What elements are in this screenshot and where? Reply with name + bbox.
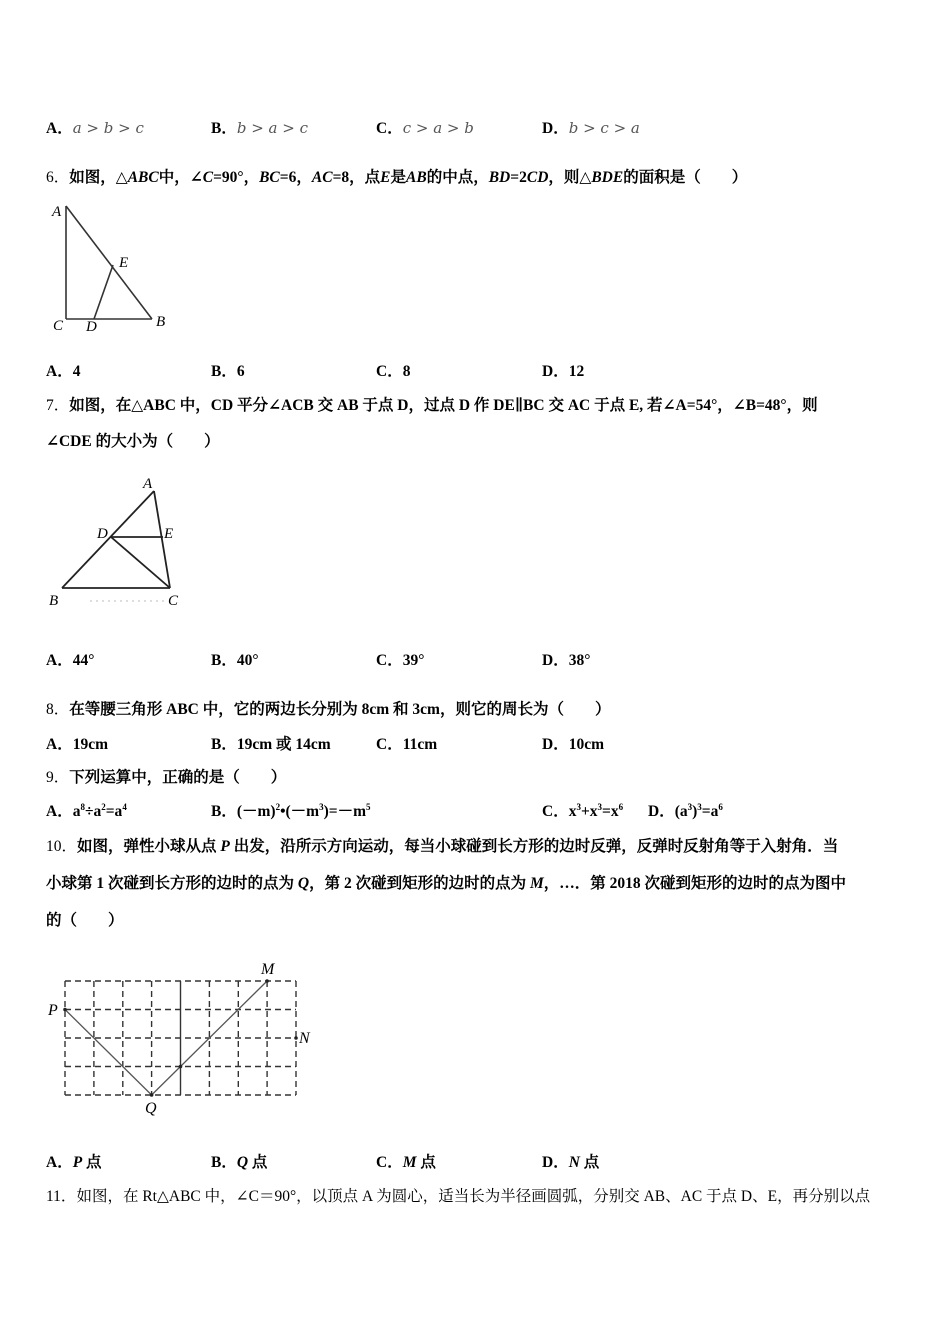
- expr: )=－m: [323, 803, 366, 820]
- expr: a: [72, 803, 81, 820]
- exponent: 3: [597, 802, 603, 812]
- q10-stem-line2: [46, 871, 846, 893]
- label-b: B: [156, 314, 166, 330]
- text: M: [529, 875, 544, 892]
- option-label: C．: [376, 120, 403, 137]
- text: △BDE: [579, 169, 624, 186]
- label-e: E: [119, 255, 129, 271]
- text: 如图，: [69, 169, 116, 186]
- option-value: 44°: [72, 652, 95, 669]
- q9-option-b: [211, 799, 371, 821]
- option-point: Q: [236, 1154, 249, 1171]
- option-label: A．: [46, 736, 73, 753]
- text: =8，点: [332, 169, 381, 186]
- q5-option-a: [46, 116, 144, 138]
- expr: (a: [674, 803, 688, 820]
- option-value: a > b > c: [72, 119, 144, 137]
- q7-stem-line1: [46, 393, 818, 415]
- label-q: Q: [145, 1100, 157, 1117]
- option-label: A．: [46, 803, 73, 820]
- option-label: C．: [376, 363, 403, 380]
- text: ，则: [548, 169, 580, 186]
- text: 如图，弹性小球从点: [77, 838, 221, 855]
- text: △ABC: [115, 169, 159, 186]
- text: 中，: [158, 169, 190, 186]
- q9-stem: [46, 765, 286, 787]
- text: CD: [526, 169, 549, 186]
- q6-triangle-figure: [40, 195, 190, 340]
- text: 出发，沿所示方向运动，每当小球碰到长方形的边时反弹，反弹时反射角等于入射角．当: [229, 838, 839, 855]
- q6-option-a: [46, 359, 80, 381]
- option-value: 8: [402, 363, 411, 380]
- exponent: 8: [80, 802, 85, 812]
- expr: =a: [701, 803, 719, 820]
- q10-option-b: [211, 1150, 267, 1172]
- option-value: b > c > a: [568, 119, 640, 137]
- text: =6，: [279, 169, 312, 186]
- label-d: D: [97, 526, 108, 542]
- question-number: 9．: [46, 769, 70, 786]
- option-value: c > a > b: [402, 119, 474, 137]
- q7-option-d: [542, 648, 590, 670]
- q7-option-b: [211, 648, 259, 670]
- q11-stem: [46, 1184, 870, 1206]
- option-value: 19cm 或 14cm: [236, 736, 331, 753]
- q5-option-d: [542, 116, 640, 138]
- expr: •(－m: [280, 803, 320, 820]
- q9-option-d: [648, 799, 723, 821]
- option-suffix: 点: [248, 1154, 268, 1171]
- expr: x: [568, 803, 577, 820]
- exponent: 6: [718, 802, 723, 812]
- q10-stem-line1: [46, 834, 838, 856]
- label-e: E: [164, 526, 174, 542]
- text: =2: [510, 169, 527, 186]
- label-c: C: [53, 318, 64, 334]
- q6-option-c: [376, 359, 410, 381]
- q10-stem-line3: [46, 908, 124, 930]
- text: 如图，在△ABC 中，CD 平分∠ACB 交 AB 于点 D，过点 D 作 DE∥BC 交 AC 于点 E, 若∠A=54°，∠B=48°，则: [69, 397, 818, 414]
- exponent: 5: [366, 802, 371, 812]
- option-value: 38°: [568, 652, 591, 669]
- question-number: 7．: [46, 397, 70, 414]
- text: BD: [488, 169, 511, 186]
- text: AB: [406, 169, 427, 186]
- option-label: B．: [211, 736, 237, 753]
- question-number: 10．: [46, 838, 78, 855]
- option-label: A．: [46, 1154, 73, 1171]
- exponent: 2: [275, 802, 281, 812]
- option-label: B．: [211, 652, 237, 669]
- q6-option-d: [542, 359, 584, 381]
- option-label: C．: [376, 736, 403, 753]
- label-d: D: [86, 319, 97, 335]
- text: 的面积是（ ）: [623, 169, 748, 186]
- option-value: 6: [236, 363, 245, 380]
- q9-option-a: [46, 799, 127, 821]
- option-suffix: 点: [416, 1154, 436, 1171]
- label-a: A: [52, 204, 62, 220]
- q9-option-c: [542, 799, 623, 821]
- exponent: 3: [319, 802, 324, 812]
- text: ，第 2 次碰到矩形的边时的点为: [309, 875, 530, 892]
- q8-option-a: [46, 732, 108, 754]
- option-value: 39°: [402, 652, 425, 669]
- option-label: B．: [211, 803, 237, 820]
- option-value: 10cm: [568, 736, 604, 753]
- option-label: D．: [648, 803, 675, 820]
- option-label: A．: [46, 363, 73, 380]
- q7-triangle-figure: [40, 470, 210, 615]
- option-value: 11cm: [402, 736, 438, 753]
- q8-stem: [46, 697, 610, 719]
- text: P: [220, 838, 230, 855]
- label-n: N: [299, 1030, 310, 1047]
- option-label: D．: [542, 120, 569, 137]
- q10-grid-figure: [40, 955, 330, 1125]
- option-label: A．: [46, 652, 73, 669]
- option-label: B．: [211, 363, 237, 380]
- text: 是: [390, 169, 407, 186]
- label-a: A: [143, 476, 153, 492]
- text: =90°，: [213, 169, 260, 186]
- text: ，…．第 2018 次碰到矩形的边时的点为图中: [543, 875, 847, 892]
- q10-option-a: [46, 1150, 102, 1172]
- option-label: C．: [542, 803, 569, 820]
- label-b: B: [49, 593, 59, 609]
- q8-option-b: [211, 732, 331, 754]
- expr: ): [692, 803, 698, 820]
- q7-stem-line2: [46, 429, 220, 451]
- label-p: P: [48, 1002, 58, 1019]
- text: AC: [311, 169, 333, 186]
- exponent: 3: [697, 802, 702, 812]
- text: 在等腰三角形 ABC 中，它的两边长分别为 8cm 和 3cm，则它的周长为（ ）: [69, 701, 611, 718]
- option-label: D．: [542, 652, 569, 669]
- label-m: M: [261, 961, 275, 978]
- option-value: 12: [568, 363, 585, 380]
- q8-option-c: [376, 732, 437, 754]
- q7-option-c: [376, 648, 424, 670]
- option-label: D．: [542, 736, 569, 753]
- text: ∠CDE 的大小为（ ）: [46, 433, 220, 450]
- text: 下列运算中，正确的是（ ）: [69, 769, 287, 786]
- option-label: A．: [46, 120, 73, 137]
- option-suffix: 点: [82, 1154, 102, 1171]
- text: BC: [259, 169, 280, 186]
- question-number: 11．: [46, 1188, 77, 1205]
- question-number: 6．: [46, 169, 70, 186]
- q10-option-d: [542, 1150, 599, 1172]
- text: Q: [297, 875, 310, 892]
- expr: (－m): [236, 803, 276, 820]
- option-value: 4: [72, 363, 81, 380]
- expr: =x: [602, 803, 619, 820]
- option-value: b > a > c: [236, 119, 308, 137]
- exponent: 3: [687, 802, 693, 812]
- q6-option-b: [211, 359, 245, 381]
- q7-option-a: [46, 648, 94, 670]
- option-suffix: 点: [579, 1154, 600, 1171]
- option-label: D．: [542, 1154, 569, 1171]
- option-value: 19cm: [72, 736, 108, 753]
- text: 的（ ）: [46, 912, 124, 929]
- option-label: B．: [211, 1154, 237, 1171]
- text: 的中点，: [426, 169, 489, 186]
- option-point: P: [72, 1154, 83, 1171]
- text: 如图，在 Rt△ABC 中，∠C＝90°，以顶点 A 为圆心，适当长为半径画圆弧，分别交 AB、AC 于点 D、E，再分别以点: [76, 1188, 871, 1205]
- text: 小球第 1 次碰到长方形的边时的点为: [46, 875, 298, 892]
- expr: =a: [105, 803, 123, 820]
- q10-option-c: [376, 1150, 436, 1172]
- option-value: 40°: [236, 652, 259, 669]
- exponent: 2: [101, 802, 106, 812]
- option-label: C．: [376, 1154, 403, 1171]
- option-point: M: [402, 1154, 417, 1171]
- text: ∠C: [189, 169, 214, 186]
- exponent: 4: [122, 802, 127, 812]
- q5-option-b: [211, 116, 308, 138]
- exponent: 6: [618, 802, 624, 812]
- option-label: D．: [542, 363, 569, 380]
- text: E: [380, 169, 391, 186]
- option-point: N: [568, 1154, 580, 1171]
- expr: +x: [580, 803, 598, 820]
- q8-option-d: [542, 732, 604, 754]
- expr: ÷a: [84, 803, 102, 820]
- option-label: C．: [376, 652, 403, 669]
- option-label: B．: [211, 120, 237, 137]
- exponent: 3: [576, 802, 581, 812]
- q5-option-c: [376, 116, 474, 138]
- label-c: C: [168, 593, 179, 609]
- q6-stem: [46, 165, 747, 187]
- question-number: 8．: [46, 701, 70, 718]
